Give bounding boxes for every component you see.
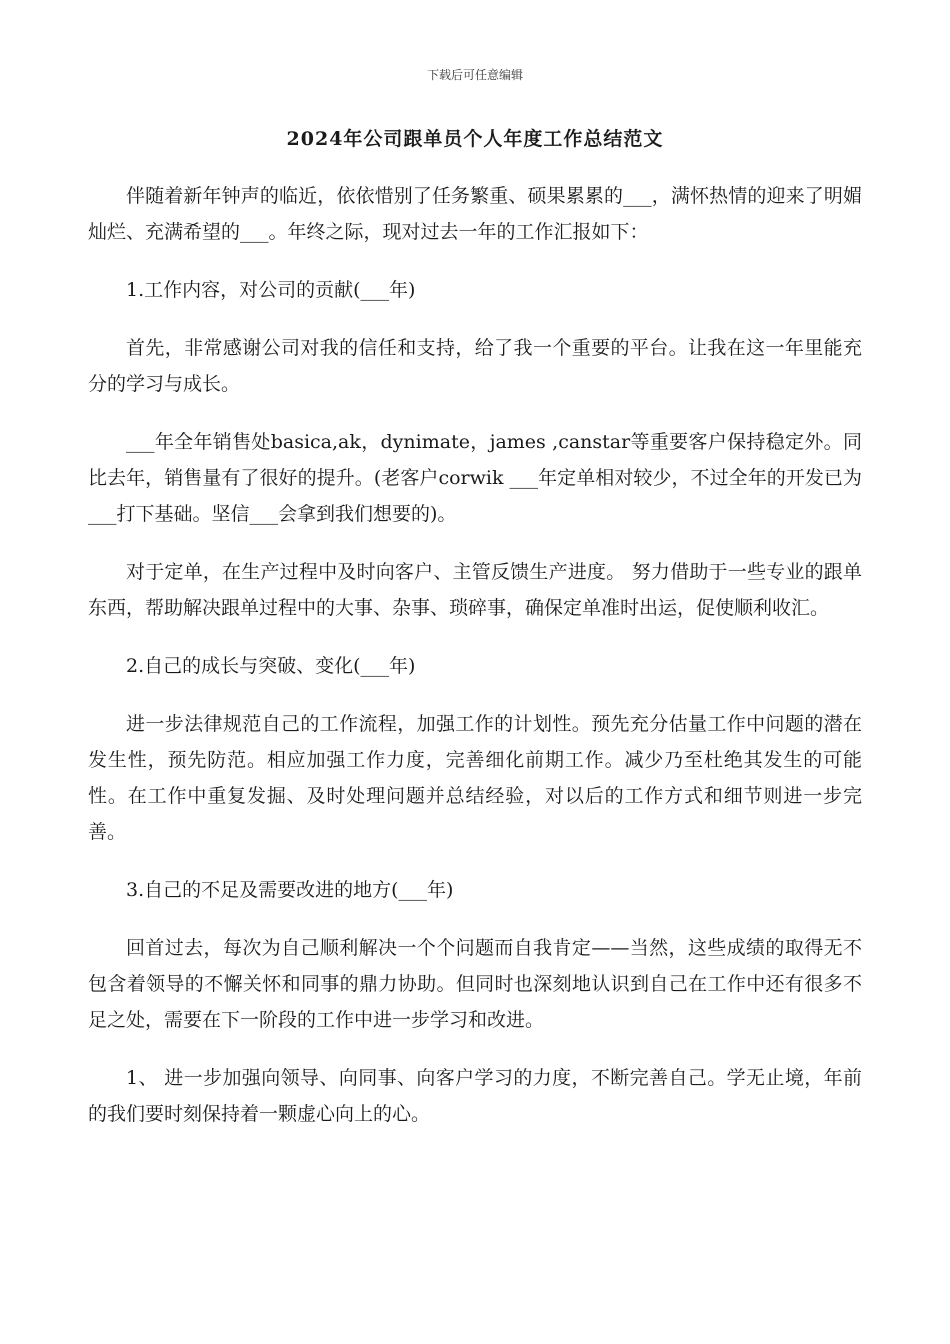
list-item: 1、 进一步加强向领导、向同事、向客户学习的力度，不断完善自己。学无止境，年前的我们要时刻保持着一颗虚心向上的心。: [88, 1067, 862, 1125]
paragraph: 回首过去，每次为自己顺利解决一个个问题而自我肯定——当然，这些成绩的取得无不包含着领导的不懈关怀和同事的鼎力协助。但同时也深刻地认识到自己在工作中还有很多不足之处，需要在下一阶段的工作中进一步学习和改进。: [88, 937, 862, 1031]
paragraph: 对于定单，在生产过程中及时向客户、主管反馈生产进度。 努力借助于一些专业的跟单东西，帮助解决跟单过程中的大事、杂事、琐碎事，确保定单准时出运，促使顺利收汇。: [88, 561, 862, 619]
paragraph-intro: 伴随着新年钟声的临近，依依惜别了任务繁重、硕果累累的___，满怀热情的迎来了明媚灿烂、充满希望的___。年终之际，现对过去一年的工作汇报如下：: [88, 185, 862, 243]
section-heading-2: 2.自己的成长与突破、变化(___年): [126, 655, 416, 677]
paragraph: 首先，非常感谢公司对我的信任和支持，给了我一个重要的平台。让我在这一年里能充分的学习与成长。: [88, 337, 862, 395]
document-body: [88, 178, 862, 1154]
document-title: 2024年公司跟单员个人年度工作总结范文: [286, 128, 664, 150]
paragraph: 进一步法律规范自己的工作流程，加强工作的计划性。预先充分估量工作中问题的潜在发生性，预先防范。相应加强工作力度，完善细化前期工作。减少乃至杜绝其发生的可能性。在工作中重复发掘、及时处理问题并总结经验，对以后的工作方式和细节则进一步完善。: [88, 713, 862, 843]
paragraph: ___年全年销售处basica,ak，dynimate，james ,canstar等重要客户保持稳定外。同比去年，销售量有了很好的提升。(老客户corwik ___年定单相对较少，不过全年的开发已为___打下基础。坚信___会拿到我们想要的)。: [88, 431, 862, 525]
section-heading-3: 3.自己的不足及需要改进的地方(___年): [126, 879, 454, 901]
section-heading-1: 1.工作内容，对公司的贡献(___年): [126, 279, 416, 301]
header-note: 下载后可任意编辑: [426, 68, 523, 82]
